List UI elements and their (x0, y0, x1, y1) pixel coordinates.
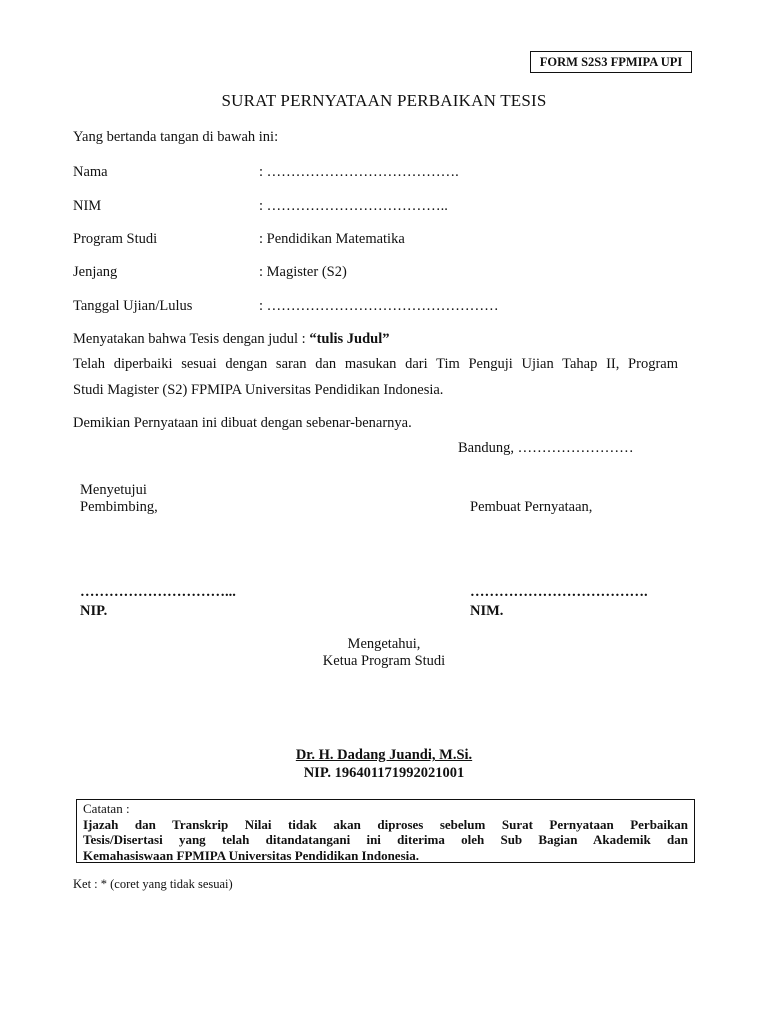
program-head-label: Ketua Program Studi (322, 653, 446, 669)
thesis-title-placeholder: “tulis Judul” (309, 331, 390, 347)
document-title: SURAT PERNYATAAN PERBAIKAN TESIS (221, 91, 547, 110)
form-code-label: FORM S2S3 FPMIPA UPI (530, 51, 692, 73)
program-head-name: Dr. H. Dadang Juandi, M.Si. (295, 747, 473, 763)
supervisor-label: Pembimbing, (80, 499, 158, 515)
statement-body-line-1: Telah diperbaiki sesuai dengan saran dan masukan dari Tim Penguji Ujian Tahap II, Program (73, 356, 678, 372)
note-box (76, 799, 695, 863)
field-value-program-studi: : Pendidikan Matematika (259, 231, 405, 247)
program-head-name-wrap (0, 747, 768, 764)
field-label-program-studi: Program Studi (73, 231, 158, 247)
field-label-nama: Nama (73, 164, 108, 180)
footnote: Ket : * (coret yang tidak sesuai) (73, 877, 233, 891)
field-value-jenjang: : Magister (S2) (259, 264, 347, 280)
note-line-1: Ijazah dan Transkrip Nilai tidak akan diproses sebelum Surat Pernyataan Perbaikan (83, 816, 688, 832)
statement-body-line-2: Studi Magister (S2) FPMIPA Universitas Pendidikan Indonesia. (73, 382, 444, 398)
statement-prefix: Menyatakan bahwa Tesis dengan judul : (73, 331, 310, 347)
field-label-tanggal-ujian: Tanggal Ujian/Lulus (73, 298, 193, 314)
closing-statement: Demikian Pernyataan ini dibuat dengan sebenar-benarnya. (73, 415, 412, 431)
declarant-nim-label: NIM. (470, 603, 504, 619)
place-date: Bandung, …………………… (458, 440, 634, 456)
approval-label: Menyetujui (80, 482, 147, 498)
field-label-nim: NIM (73, 198, 102, 214)
supervisor-nip-label: NIP. (80, 603, 108, 619)
note-line-2: Tesis/Disertasi yang telah ditandatangani ini diterima oleh Sub Bagian Akademik dan (83, 832, 688, 847)
field-value-nama: : …………………………………. (259, 164, 459, 180)
field-label-jenjang: Jenjang (73, 264, 118, 280)
note-heading: Catatan : (83, 801, 130, 816)
note-line-3: Kemahasiswaan FPMIPA Universitas Pendidikan Indonesia. (83, 847, 420, 863)
declarant-signature-line: ………………………………. (470, 584, 648, 600)
statement-line (73, 331, 390, 348)
intro-text: Yang bertanda tangan di bawah ini: (73, 129, 279, 145)
program-head-nip: NIP. 196401171992021001 (303, 765, 465, 781)
declarant-label: Pembuat Pernyataan, (470, 499, 593, 515)
note-text (83, 817, 688, 864)
acknowledgement-label: Mengetahui, (347, 636, 421, 652)
field-value-nim: : ……………………………….. (259, 198, 448, 214)
field-value-tanggal-ujian: : ………………………………………… (259, 298, 499, 314)
supervisor-signature-line: …………………………... (80, 584, 236, 600)
